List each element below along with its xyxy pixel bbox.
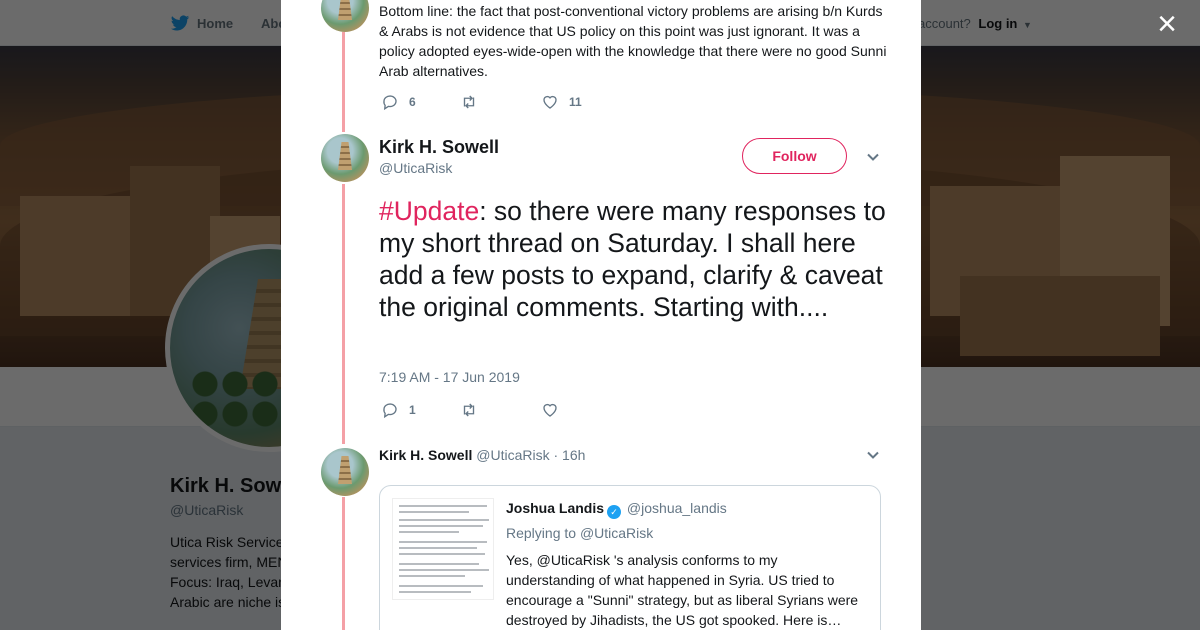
thread-connector bbox=[342, 184, 345, 444]
retweet-icon bbox=[460, 401, 478, 419]
follow-button[interactable]: Follow bbox=[742, 138, 847, 174]
quoted-author-handle[interactable]: @joshua_landis bbox=[626, 500, 727, 516]
like-count: 11 bbox=[569, 95, 582, 109]
like-button[interactable] bbox=[541, 401, 569, 419]
author-avatar[interactable] bbox=[321, 448, 369, 496]
retweet-button[interactable] bbox=[460, 93, 488, 111]
reply-author-name[interactable]: Kirk H. Sowell bbox=[379, 447, 473, 463]
replying-prefix: Replying to bbox=[506, 525, 577, 541]
verified-badge-icon: ✓ bbox=[607, 505, 621, 519]
tweet-text: : so there were many responses to my short thread on Saturday. I shall here add a few posts to expand, clarify & caveat the original comments. Starting with.... bbox=[379, 196, 886, 322]
replying-to-line bbox=[506, 525, 653, 541]
tweet-text: Bottom line: the fact that post-conventional victory problems are arising b/n Kurds & Arabs is not evidence that US policy on this point was just ignorant. It was a policy adopted eyes-wide-open with the knowledge that there were no good Sunni Arab alternatives. bbox=[379, 3, 887, 79]
quoted-author-name[interactable]: Joshua Landis bbox=[506, 500, 605, 516]
thread-connector bbox=[342, 32, 345, 132]
tweet-timestamp[interactable]: 7:19 AM - 17 Jun 2019 bbox=[379, 369, 520, 385]
reply-author-handle[interactable]: @UticaRisk bbox=[476, 447, 550, 463]
replying-to-link[interactable]: @UticaRisk bbox=[579, 525, 654, 541]
author-handle[interactable]: @UticaRisk bbox=[379, 160, 453, 176]
author-name[interactable]: Kirk H. Sowell bbox=[379, 137, 500, 157]
author-avatar[interactable] bbox=[321, 134, 369, 182]
hashtag-link[interactable]: #Update bbox=[379, 196, 480, 226]
quoted-tweet-author bbox=[506, 500, 727, 519]
main-tweet-text bbox=[379, 195, 889, 323]
close-icon[interactable]: × bbox=[1157, 5, 1177, 43]
heart-icon bbox=[541, 93, 559, 111]
reply-button[interactable] bbox=[381, 401, 416, 419]
reply-count: 1 bbox=[409, 403, 416, 417]
reply-author-line bbox=[379, 447, 585, 463]
quoted-tweet-card[interactable] bbox=[379, 485, 881, 630]
retweet-button[interactable] bbox=[460, 401, 488, 419]
reply-icon bbox=[381, 93, 399, 111]
retweet-icon bbox=[460, 93, 478, 111]
thread-connector bbox=[342, 497, 345, 630]
chevron-down-icon[interactable] bbox=[866, 448, 880, 462]
reply-count: 6 bbox=[409, 95, 416, 109]
reply-icon bbox=[381, 401, 399, 419]
quoted-tweet-text: Yes, @UticaRisk 's analysis conforms to my understanding of what happened in Syria. US tried to encourage a "Sunni" strategy, but as liberal Syrians were destroyed by Jihadists, the US got spooked. Here is… bbox=[506, 552, 859, 628]
heart-icon bbox=[541, 401, 559, 419]
like-button[interactable] bbox=[541, 93, 582, 111]
reply-time[interactable]: · 16h bbox=[553, 447, 586, 463]
quoted-tweet-thumbnail bbox=[392, 498, 494, 600]
reply-button[interactable] bbox=[381, 93, 416, 111]
chevron-down-icon[interactable] bbox=[866, 150, 880, 164]
